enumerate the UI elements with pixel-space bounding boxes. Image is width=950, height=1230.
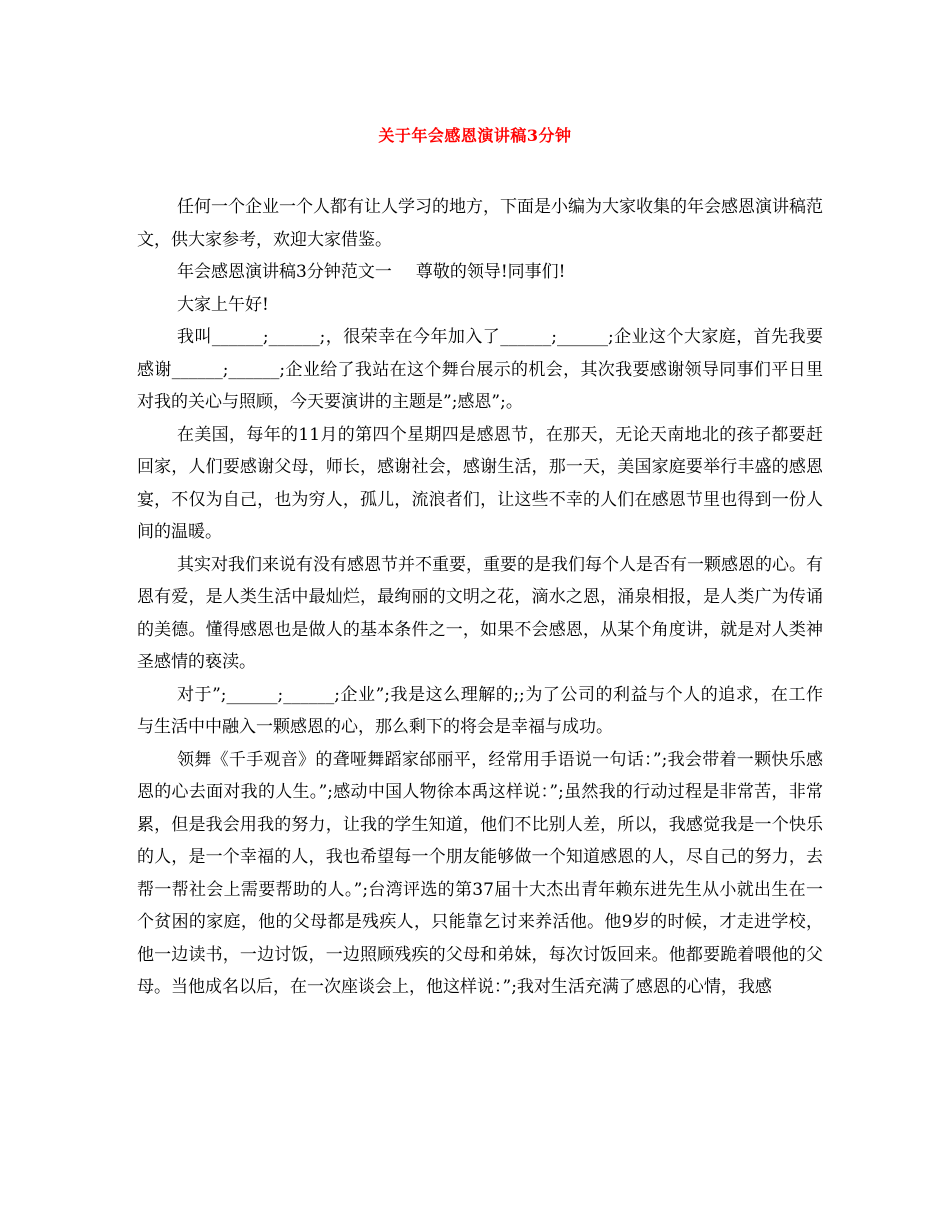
- document-body: [137, 191, 823, 1004]
- paragraph-intro: 任何一个企业一个人都有让人学习的地方，下面是小编为大家收集的年会感恩演讲稿范文，供大家参考，欢迎大家借鉴。: [137, 197, 823, 250]
- paragraph-greeting: 大家上午好!: [177, 294, 269, 315]
- paragraph-grateful-heart: 其实对我们来说有没有感恩节并不重要，重要的是我们每个人是否有一颗感恩的心。有恩有爱，是人类生活中最灿烂，最绚丽的文明之花，滴水之恩，涌泉相报，是人类广为传诵的美德。懂得感恩也是做人的基本条件之一，如果不会感恩，从某个角度讲，就是对人类神圣感情的亵渎。: [137, 554, 823, 672]
- paragraph-examples: 领舞《千手观音》的聋哑舞蹈家邰丽平，经常用手语说一句话：”;我会带着一颗快乐感恩的心去面对我的人生。”;感动中国人物徐本禹这样说：”;虽然我的行动过程是非常苦，非常累，但是我会用我的努力，让我的学生知道，他们不比别人差，所以，我感觉我是一个快乐的人，是一个幸福的人，我也希望每一个朋友能够做一个知道感恩的人，尽自己的努力，去帮一帮社会上需要帮助的人。”;台湾评选的第37届十大杰出青年赖东进先生从小就出生在一个贫困的家庭，他的父母都是残疾人，只能靠乞讨来养活他。他9岁的时候，才走进学校，他一边读书，一边讨饭，一边照顾残疾的父母和弟妹，每次讨饭回来。他都要跪着喂他的父母。当他成名以后，在一次座谈会上，他这样说：”;我对生活充满了感恩的心情，我感: [137, 749, 823, 997]
- document-title: 关于年会感恩演讲稿3分钟: [378, 126, 572, 145]
- salutation: 尊敬的领导!同事们!: [415, 262, 566, 282]
- paragraph-section-heading: [137, 256, 823, 289]
- section-heading: 年会感恩演讲稿3分钟范文一: [177, 262, 392, 282]
- paragraph-company-understanding: 对于”;______;______;企业”;我是这么理解的;;为了公司的利益与个人的追求，在工作与生活中中融入一颗感恩的心，那么剩下的将会是幸福与成功。: [137, 684, 823, 737]
- paragraph-introduction-self: 我叫______;______;，很荣幸在今年加入了______;______;企业这个大家庭，首先我要感谢______;______;企业给了我站在这个舞台展示的机会，其次我要感谢领导同事们平日里对我的关心与照顾，今天要演讲的主题是”;感恩”;。: [137, 327, 823, 412]
- paragraph-thanksgiving-america: 在美国，每年的11月的第四个星期四是感恩节，在那天，无论天南地北的孩子都要赶回家，人们要感谢父母，师长，感谢社会，感谢生活，那一天，美国家庭要举行丰盛的感恩宴，不仅为自己，也为穷人，孤儿，流浪者们，让这些不幸的人们在感恩节里也得到一份人间的温暖。: [137, 424, 823, 542]
